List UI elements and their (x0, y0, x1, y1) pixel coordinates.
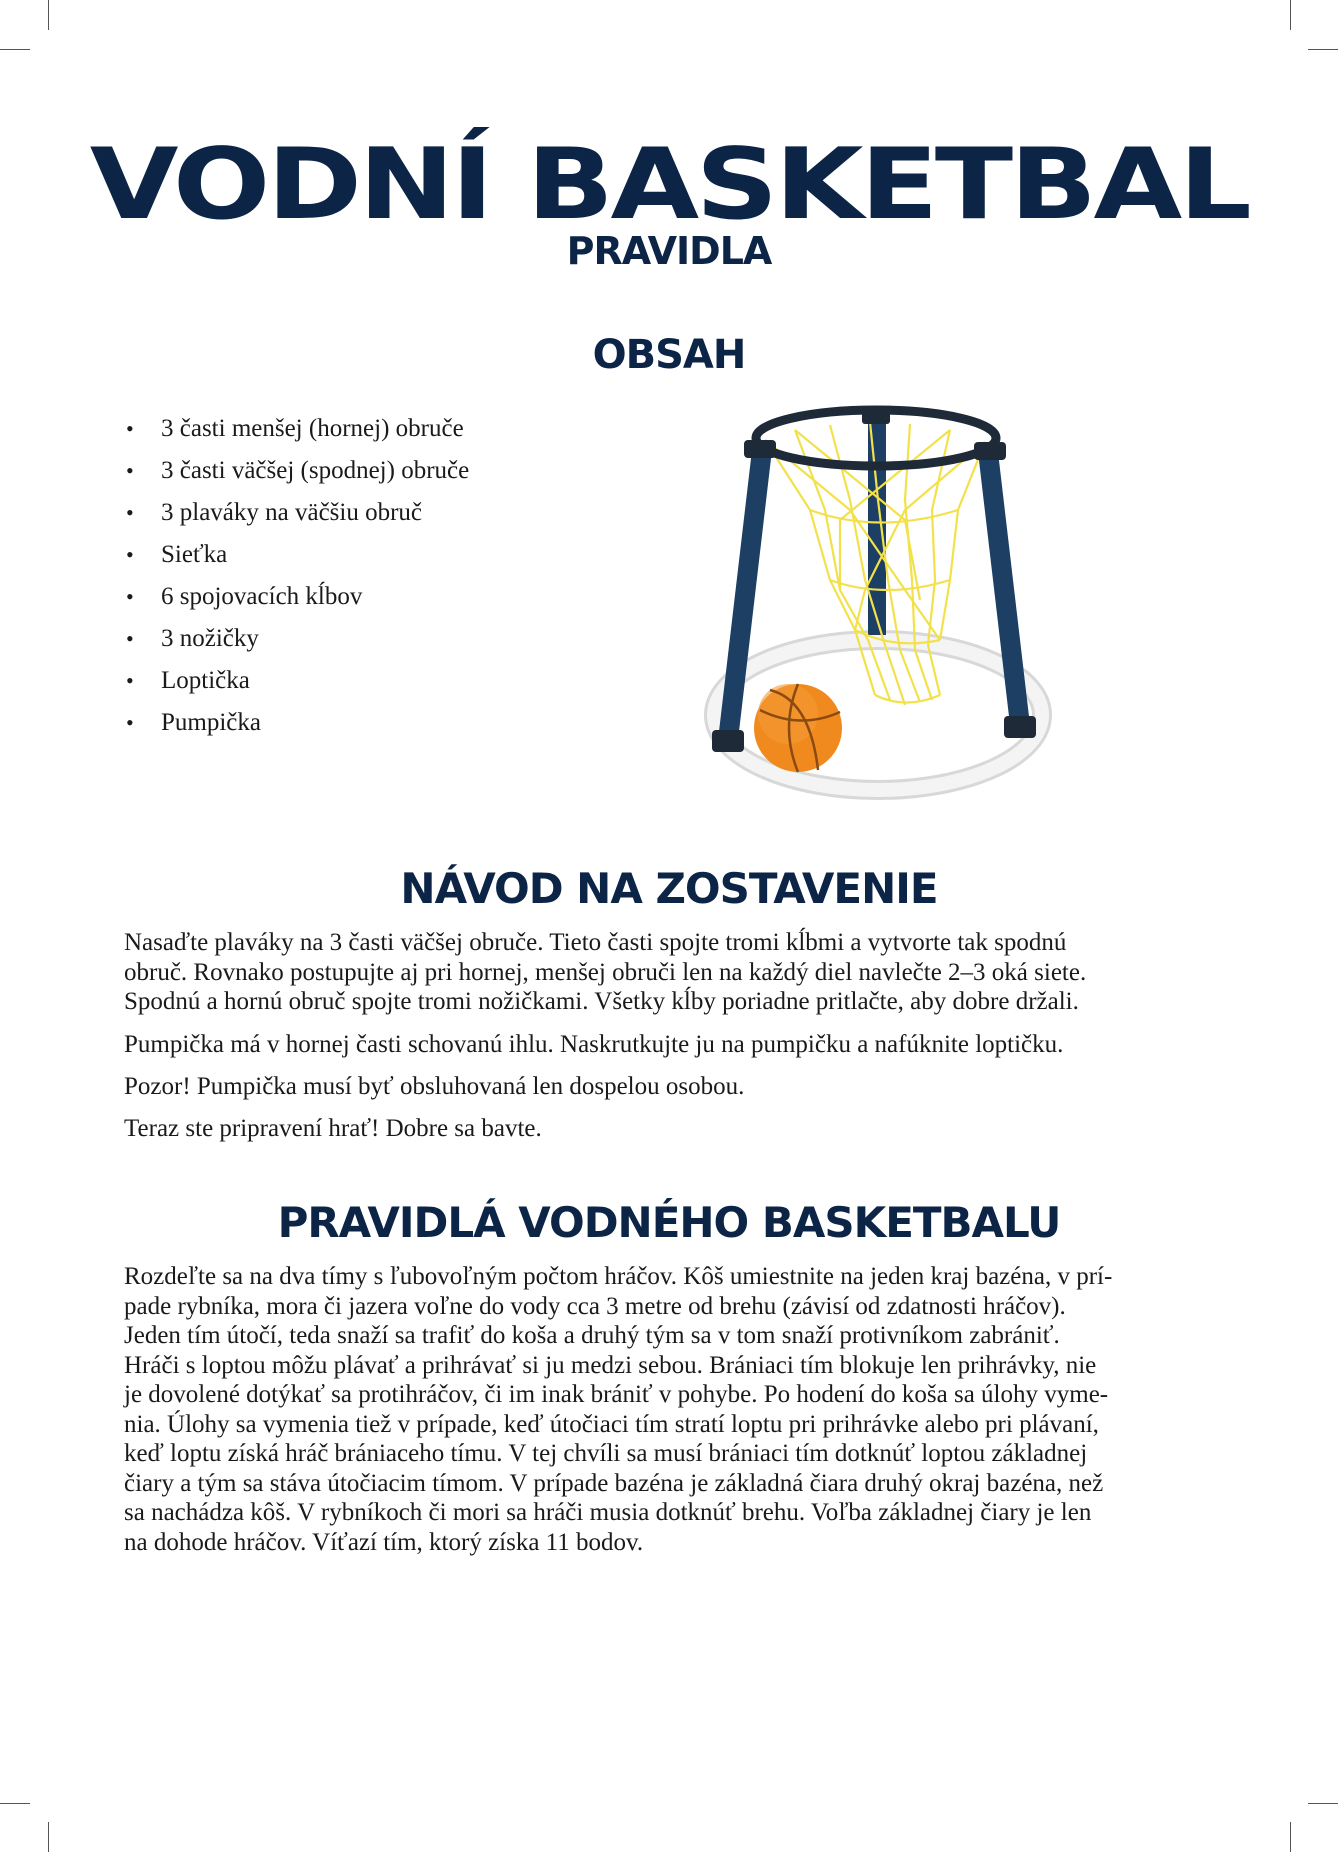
list-item: • Pumpička (126, 702, 469, 744)
rules-text: Rozdeľte sa na dva tímy s ľubovoľným počtom hráčov. Kôš umiestnite na jeden kraj bazéna, v prí- pade rybníka, mora či jazera voľne do vody cca 3 metre od brehu (závisí od zdatnosti hráčov). Jeden tím útočí, teda snaží sa trafiť do koša a druhý tým sa v tom snaží protivníkom zabrániť. Hráči s loptou môžu plávať a prihrávať si ju medzi sebou. Brániaci tím blokuje len prihrávky, nie je dovolené dotýkať sa protihráčov, či im inak brániť v pohybe. Po hodení do koša sa úlohy vyme- nia. Úlohy sa vymenia tiež v prípade, keď útočiaci tím stratí loptu pri prihrávke alebo pri plávaní, keď loptu získá hráč brániaceho tímu. V tej chvíli sa musí brániaci tím dotknúť loptou základnej čiary a tým sa stáva útočiacim tímom. V prípade bazéna je základná čiara druhý okraj bazéna, než sa nachádza kôš. V rybníkoch či mori sa hráči musia dotknúť brehu. Voľba základnej čiary je len na dohode hráčov. Víťazí tím, ktorý získa 11 bodov. (124, 1263, 1113, 1556)
list-item: • Sieťka (126, 534, 469, 576)
list-item: • 3 nožičky (126, 618, 469, 660)
warning-text: Pozor! Pumpička musí byť obsluhovaná len dospelou osobou. (124, 1073, 745, 1100)
list-item: • 3 plaváky na väčšiu obruč (126, 492, 469, 534)
crop-mark (0, 1803, 30, 1804)
crop-mark (1290, 0, 1291, 30)
assembly-paragraph: Nasaďte plaváky na 3 časti väčšej obruče. Tieto časti spojte tromi kĺbmi a vytvorte tak spodnú obruč. Rovnako postupujte aj pri hornej, menšej obruči len na každý diel navlečte 2–3 oká siete. Spodnú a hornú obruč spojte tromi nožičkami. Všetky kĺby poriadne pritlačte, aby dobre držali. (124, 929, 1087, 1015)
crop-mark (1308, 1803, 1338, 1804)
list-item: • 3 časti väčšej (spodnej) obruče (126, 450, 469, 492)
rules-heading: PRAVIDLÁ VODNÉHO BASKETBALU (277, 1198, 1061, 1247)
assembly-paragraph: Pumpička má v hornej časti schovanú ihlu. Naskrutkujte ju na pumpičku a nafúknite loptičku. (124, 1031, 1064, 1058)
assembly-heading: NÁVOD NA ZOSTAVENIE (400, 864, 938, 913)
crop-mark (1290, 1822, 1291, 1852)
crop-mark (48, 1822, 49, 1852)
contents-list (126, 408, 469, 744)
list-item: • 3 časti menšej (hornej) obruče (126, 408, 469, 450)
contents-heading: OBSAH (592, 332, 746, 378)
water-basketball-hoop-icon (700, 400, 1060, 810)
crop-mark (0, 49, 30, 50)
list-item: • Loptička (126, 660, 469, 702)
crop-mark (48, 0, 49, 30)
crop-mark (1308, 49, 1338, 50)
page-subtitle: PRAVIDLA (566, 229, 772, 273)
page-title: VODNÍ BASKETBAL (89, 128, 1249, 242)
assembly-paragraph: Teraz ste pripravení hrať! Dobre sa bavte. (124, 1115, 542, 1142)
list-item: • 6 spojovacích kĺbov (126, 576, 469, 618)
